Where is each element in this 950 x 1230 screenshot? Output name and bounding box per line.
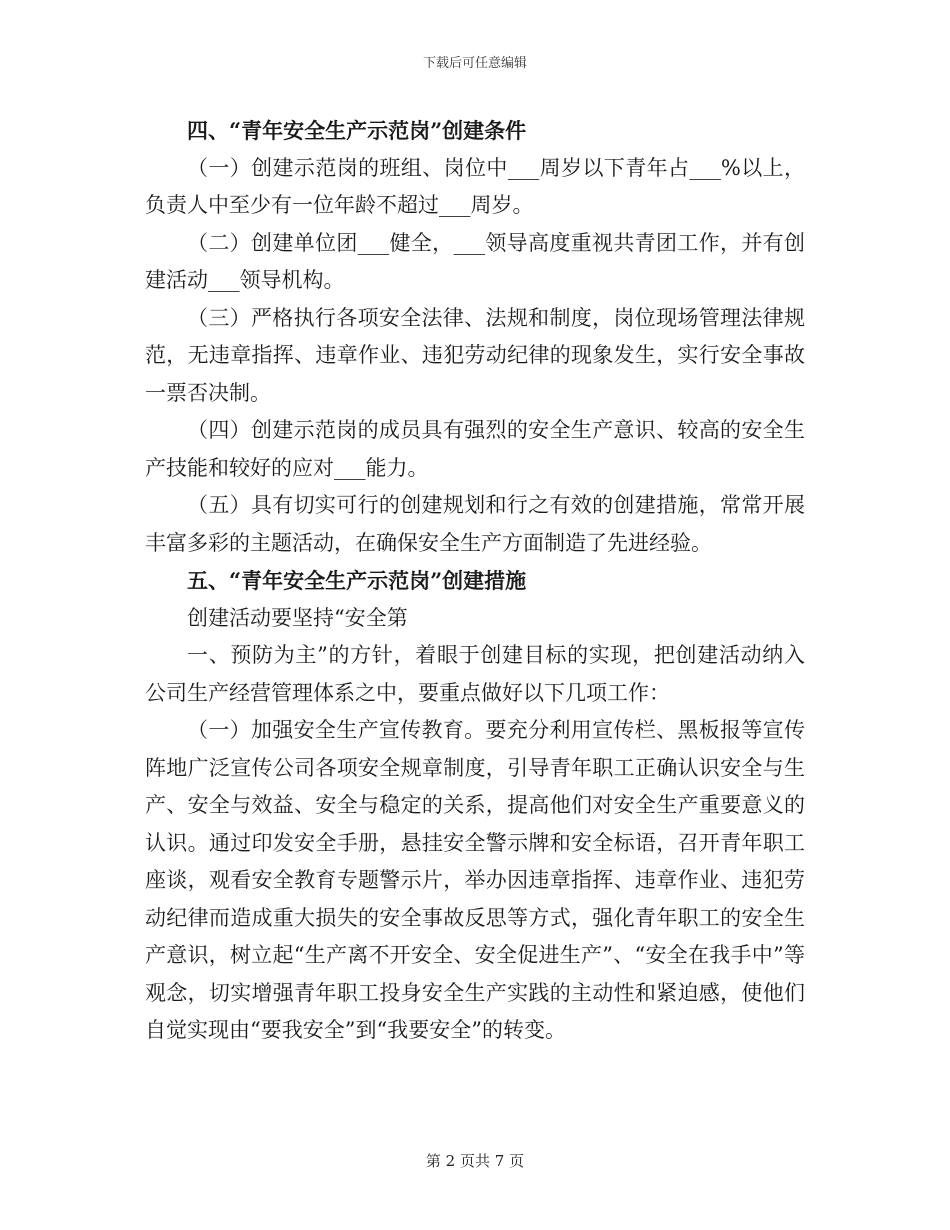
paragraph-measures-principle: 一、预防为主”的方针，着眼于创建目标的实现，把创建活动纳入公司生产经营管理体系之中，要重点做好以下几项工作： <box>145 643 805 705</box>
page-footer: 第 2 页共 7 页 <box>425 1152 525 1170</box>
paragraph-condition-5: （五）具有切实可行的创建规划和行之有效的创建措施，常常开展丰富多彩的主题活动，在确保安全生产方面制造了先进经验。 <box>145 493 805 555</box>
page-header: 下载后可任意编辑 <box>422 56 527 71</box>
paragraph-condition-1: （一）创建示范岗的班组、岗位中___周岁以下青年占___%以上，负责人中至少有一位年龄不超过___周岁。 <box>145 155 805 217</box>
paragraph-condition-2: （二）创建单位团___健全，___领导高度重视共青团工作，并有创建活动___领导机构。 <box>145 230 805 292</box>
paragraph-condition-3: （三）严格执行各项安全法律、法规和制度，岗位现场管理法律规范，无违章指挥、违章作业、违犯劳动纪律的现象发生，实行安全事故一票否决制。 <box>145 305 805 405</box>
document-body <box>145 112 805 1050</box>
paragraph-measure-1: （一）加强安全生产宣传教育。要充分利用宣传栏、黑板报等宣传阵地广泛宣传公司各项安全规章制度，引导青年职工正确认识安全与生产、安全与效益、安全与稳定的关系，提高他们对安全生产重要意义的认识。通过印发安全手册，悬挂安全警示牌和安全标语，召开青年职工座谈，观看安全教育专题警示片，举办因违章指挥、违章作业、违犯劳动纪律而造成重大损失的安全事故反思等方式，强化青年职工的安全生产意识，树立起“生产离不开安全、安全促进生产”、“安全在我手中”等观念，切实增强青年职工投身安全生产实践的主动性和紧迫感，使他们自觉实现由“要我安全”到“我要安全”的转变。 <box>145 718 805 1042</box>
paragraph-measures-intro: 创建活动要坚持“安全第 <box>187 605 408 630</box>
paragraph-condition-4: （四）创建示范岗的成员具有强烈的安全生产意识、较高的安全生产技能和较好的应对___能力。 <box>145 418 805 480</box>
section-heading-5: 五、“青年安全生产示范岗”创建措施 <box>187 568 527 593</box>
section-heading-4: 四、“青年安全生产示范岗”创建条件 <box>187 118 527 143</box>
